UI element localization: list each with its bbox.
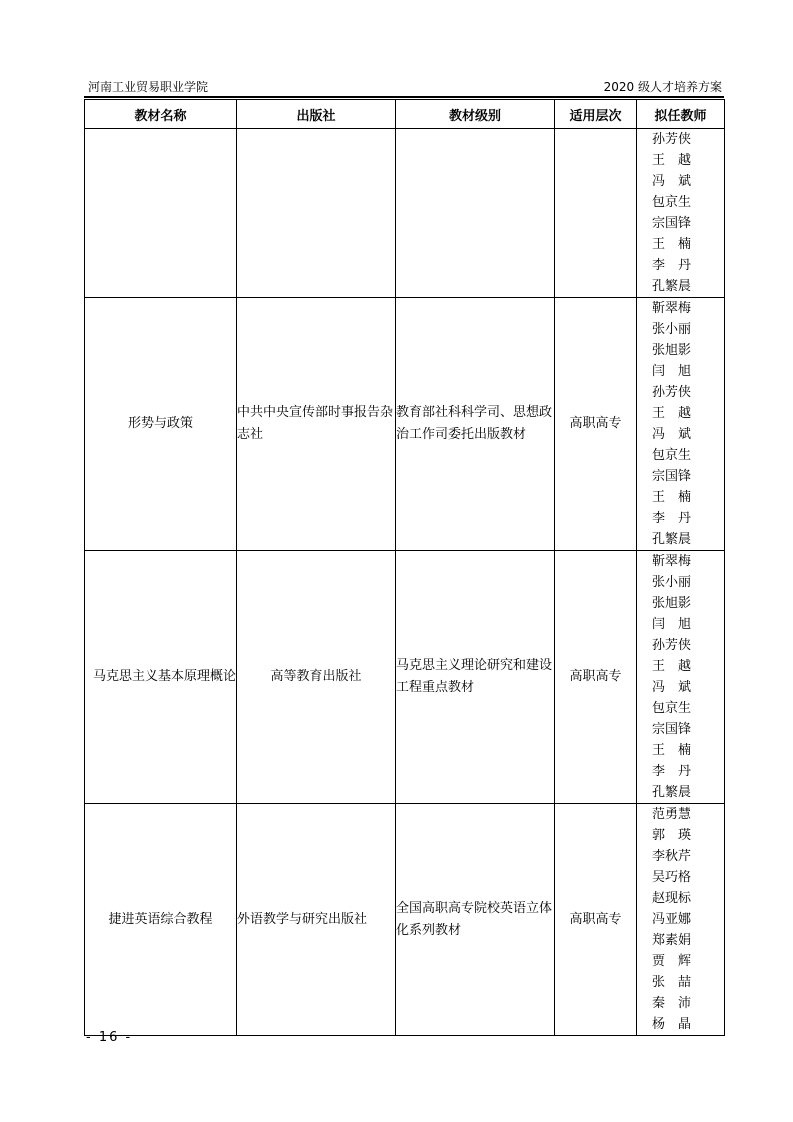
teacher-name: 李秋芹 (652, 849, 692, 864)
col-header-textbook-name: 教材名称 (85, 100, 237, 129)
teacher-name: 靳翠梅 (652, 554, 692, 569)
cell-teachers (637, 129, 725, 298)
teacher-name: 王 越 (652, 659, 692, 674)
header-school-name: 河南工业贸易职业学院 (88, 80, 209, 94)
header-rule-thick (84, 96, 724, 98)
cell-textbook-level (396, 129, 555, 298)
table-row (85, 129, 725, 298)
teacher-name: 王 越 (652, 153, 692, 168)
teacher-name: 赵现标 (652, 891, 692, 906)
teacher-name: 张小丽 (652, 322, 692, 337)
teacher-name: 孔繁晨 (652, 532, 692, 547)
teacher-name: 王 楠 (652, 490, 692, 505)
teacher-name: 张旭影 (652, 343, 692, 358)
cell-teachers (637, 804, 725, 1036)
teacher-name: 包京生 (652, 448, 692, 463)
col-header-teachers: 拟任教师 (637, 100, 725, 129)
teacher-name: 闫 旭 (652, 617, 692, 632)
teacher-name: 张小丽 (652, 575, 692, 590)
teacher-name: 李 丹 (652, 511, 692, 526)
cell-textbook-name: 捷进英语综合教程 (85, 804, 237, 1036)
teacher-name: 孙芳侠 (652, 132, 692, 147)
cell-textbook-level: 马克思主义理论研究和建设工程重点教材 (396, 551, 555, 804)
cell-publisher: 外语教学与研究出版社 (237, 804, 396, 1036)
teacher-name: 宗国锋 (652, 469, 692, 484)
cell-applicable-level: 高职高专 (555, 551, 637, 804)
cell-publisher (237, 129, 396, 298)
teacher-name: 郑素娟 (652, 933, 692, 948)
teacher-name: 宗国锋 (652, 216, 692, 231)
teacher-name: 王 楠 (652, 237, 692, 252)
teacher-name: 王 楠 (652, 743, 692, 758)
cell-applicable-level: 高职高专 (555, 298, 637, 551)
teacher-name: 郭 瑛 (652, 828, 692, 843)
teacher-name: 张旭影 (652, 596, 692, 611)
cell-applicable-level (555, 129, 637, 298)
table-row (85, 804, 725, 1036)
teacher-name: 包京生 (652, 195, 692, 210)
teacher-name: 范勇慧 (652, 807, 692, 822)
teacher-name: 李 丹 (652, 764, 692, 779)
teacher-name: 孙芳侠 (652, 385, 692, 400)
cell-teachers (637, 551, 725, 804)
col-header-textbook-level: 教材级别 (396, 100, 555, 129)
cell-teachers (637, 298, 725, 551)
teacher-name: 孔繁晨 (652, 785, 692, 800)
teacher-name: 闫 旭 (652, 364, 692, 379)
teacher-name: 张 喆 (652, 975, 692, 990)
table-row (85, 551, 725, 804)
teacher-name: 靳翠梅 (652, 301, 692, 316)
cell-publisher: 高等教育出版社 (237, 551, 396, 804)
teacher-name: 孔繁晨 (652, 279, 692, 294)
teacher-name: 冯 斌 (652, 427, 692, 442)
table-header-row (85, 100, 725, 129)
cell-textbook-level: 教育部社科科学司、思想政治工作司委托出版教材 (396, 298, 555, 551)
cell-applicable-level: 高职高专 (555, 804, 637, 1036)
teacher-name: 秦 沛 (652, 996, 692, 1011)
teacher-name: 冯 斌 (652, 174, 692, 189)
page-header (84, 78, 724, 96)
cell-textbook-name: 形势与政策 (85, 298, 237, 551)
cell-textbook-level: 全国高职高专院校英语立体化系列教材 (396, 804, 555, 1036)
table-row (85, 298, 725, 551)
teacher-name: 李 丹 (652, 258, 692, 273)
col-header-applicable-level: 适用层次 (555, 100, 637, 129)
col-header-publisher: 出版社 (237, 100, 396, 129)
teacher-name: 贾 辉 (652, 954, 692, 969)
teacher-name: 包京生 (652, 701, 692, 716)
teacher-name: 吴巧格 (652, 870, 692, 885)
cell-textbook-name (85, 129, 237, 298)
page-number: - 16 - (86, 1030, 133, 1045)
teacher-name: 宗国锋 (652, 722, 692, 737)
teacher-name: 冯亚娜 (652, 912, 692, 927)
header-doc-title: 2020 级人才培养方案 (603, 80, 722, 94)
teacher-name: 冯 斌 (652, 680, 692, 695)
cell-publisher: 中共中央宣传部时事报告杂志社 (237, 298, 396, 551)
teacher-name: 杨 晶 (652, 1017, 692, 1032)
textbook-table (84, 99, 725, 1036)
teacher-name: 孙芳侠 (652, 638, 692, 653)
cell-textbook-name: 马克思主义基本原理概论 (85, 551, 237, 804)
teacher-name: 王 越 (652, 406, 692, 421)
